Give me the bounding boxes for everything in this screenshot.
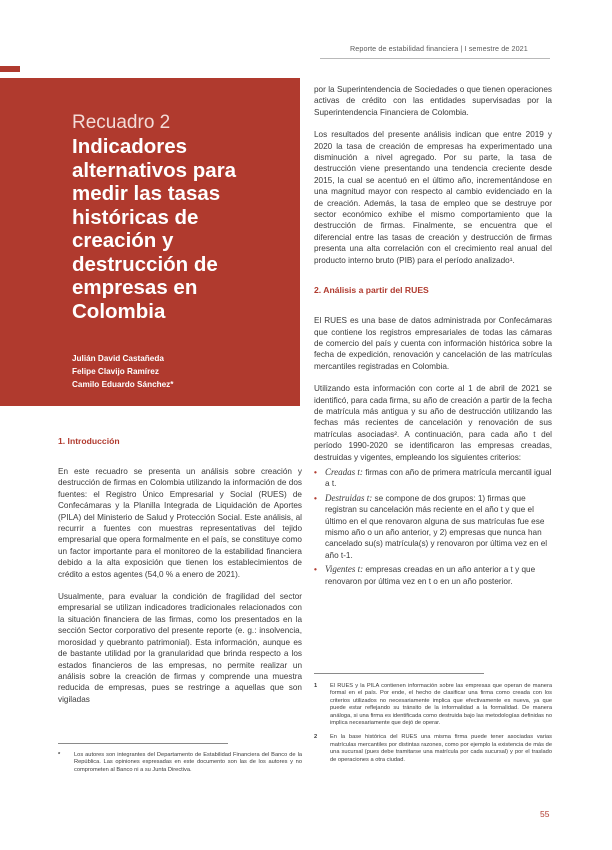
footnote-text: En la base histórica del RUES una misma firma puede tener asociadas varias matrículas mercantiles por distintas razones, como por ejemplo la existencia de más de una sucursal (pues debe tramitarse una matrícula por cada sucursal) y por el traslado de operaciones a otra ciudad. bbox=[330, 734, 552, 763]
footnotes-left bbox=[58, 752, 302, 781]
author-list bbox=[72, 352, 276, 391]
rues-paragraph-2: Utilizando esta información con corte al 1 de abril de 2021 se identificó, para cada firma, su año de creación a partir de la fecha de matrícula más antigua y su año de destrucción utilizando las fechas más recientes de cancelación y renovación de sus matrículas asociadas². A continuación, para cada año t del período 1990-2020 se identificaron las empresas creadas, destruidas y vigentes, empleando los siguientes criterios: bbox=[314, 384, 552, 462]
footnote bbox=[314, 683, 552, 727]
footnote-mark: 2 bbox=[314, 734, 318, 741]
criteria-list bbox=[314, 467, 552, 587]
section-heading-introduction: 1. Introducción bbox=[58, 436, 120, 446]
footnote-text: El RUES y la PILA contienen información sobre las empresas que operan de manera formal en el país. Por ende, el hecho de clasificar una firma como creada con los criterios utilizados no necesariamente implica que efectivamente es nueva, ya que puede estar reflejando su tránsito de la informalidad a la formalidad. De manera análoga, si una firma es identificada como destruida bajo las metodologías definidas no implica necesariamente que dejó de operar. bbox=[330, 683, 552, 727]
intro-paragraph-1: En este recuadro se presenta un análisis sobre creación y destrucción de firmas en Colombia utilizando la información de dos fuentes: el Registro Único Empresarial y Social (RUES) de Confecámaras y la Planilla Integrada de Liquidación de Aportes (PILA) del Ministerio de Salud y Protección Social. Este análisis, al recurrir a fuentes con muestras representativas del tejido empresarial que opera formalmente en el país, se constituye como un factor importante para el monitoreo de la estabilidad financiera debido a la alta exposición que tienen los establecimientos de crédito a estos agentes (54,0 % a enero de 2021). bbox=[58, 467, 302, 579]
intro-paragraph-3: Los resultados del presente análisis indican que entre 2019 y 2020 la tasa de creación de empresas ha experimentado una disminución a nivel agregado. Por su parte, la tasa de destrucción viene presentando una tendencia creciente desde 2015, la cual se acentuó en el último año, incrementándose en una magnitud mayor con respecto al cambio evidenciado en la de creación. Además, la tasa de empleo que se destruye por sector económico exhibe el mismo comportamiento que la destrucción de firmas. Finalmente, se encuentra que el diferencial entre las tasas de creación y destrucción de firmas presenta una alta correlación con el crecimiento real anual del producto interno bruto (PIB) para el período analizado¹. bbox=[314, 130, 552, 265]
bullet-icon: • bbox=[314, 467, 317, 477]
bullet-icon: • bbox=[314, 493, 317, 503]
footnote-rule bbox=[314, 673, 484, 674]
author: Felipe Clavijo Ramírez bbox=[72, 367, 159, 376]
footnote-rule bbox=[58, 743, 228, 744]
criteria-term: Creadas t: bbox=[325, 466, 363, 477]
author: Camilo Eduardo Sánchez* bbox=[72, 380, 174, 389]
author: Julián David Castañeda bbox=[72, 354, 164, 363]
page-number: 55 bbox=[540, 809, 550, 819]
rues-paragraph-1: El RUES es una base de datos administrada por Confecámaras que contiene los registros empresariales de todas las cámaras de comercio del país y cuenta con información histórica sobre la fecha de expedición, renovación y cancelación de las matrículas mercantiles registradas en Colombia. bbox=[314, 316, 552, 371]
footnote bbox=[58, 752, 302, 774]
section-heading-rues: 2. Análisis a partir del RUES bbox=[314, 285, 429, 296]
footnote-text: Los autores son integrantes del Departamento de Estabilidad Financiera del Banco de la República. Las opiniones expresadas en este documento son las de los autores y no comprometen al Banco ni a su Junta Directiva. bbox=[74, 752, 302, 773]
title-box bbox=[0, 78, 300, 406]
right-column bbox=[314, 84, 552, 590]
bullet-icon: • bbox=[314, 565, 317, 575]
intro-paragraph-2-continued: por la Superintendencia de Sociedades o que tienen operaciones activas de crédito con las entidades supervisadas por la Superintendencia Financiera de Colombia. bbox=[314, 85, 552, 117]
intro-paragraph-2: Usualmente, para evaluar la condición de fragilidad del sector empresarial se utilizan indicadores tradicionales relacionados con la situación financiera de las firmas, como los presentados en la sección Sector corporativo del presente reporte (e. g.: insolvencia, morosidad y quebranto patrimonial). Esta información, aunque es de bastante utilidad por la granularidad que brinda respecto a los estados financieros de las empresas, no permite realizar un análisis sobre la creación de firmas y comprende una muestra reducida de empresas, pues se restringe a aquellas que son vigiladas bbox=[58, 592, 302, 704]
box-title: Indicadores alternativos para medir las tasas históricas de creación y destrucción de empresas en Colombia bbox=[72, 135, 237, 323]
criteria-term: Vigentes t: bbox=[325, 564, 364, 575]
criteria-item bbox=[314, 493, 552, 561]
box-kicker: Recuadro 2 bbox=[72, 112, 171, 133]
header-rule bbox=[320, 58, 550, 59]
footnotes-right bbox=[314, 683, 552, 771]
criteria-item bbox=[314, 564, 552, 587]
criteria-text: empresas creadas en un año anterior a t y que renovaron por última vez en t o en un año posterior. bbox=[325, 565, 536, 586]
running-header: Reporte de estabilidad financiera | I semestre de 2021 bbox=[350, 44, 528, 53]
criteria-text: se compone de dos grupos: 1) firmas que registran su cancelación más reciente en el año t y que el último en el que renovaron alguna de sus matrículas fue ese mismo año o un año anterior, y 2) empresas que nunca han cancelado su(s) matrícula(s) y renovaron por última vez en el año t-1. bbox=[325, 493, 548, 560]
criteria-item bbox=[314, 467, 552, 490]
footnote bbox=[314, 734, 552, 764]
accent-bar bbox=[0, 66, 20, 72]
criteria-text: firmas con año de primera matrícula mercantil igual a t. bbox=[325, 467, 552, 489]
left-column bbox=[58, 436, 302, 705]
footnote-mark: * bbox=[58, 752, 61, 758]
criteria-term: Destruidas t: bbox=[325, 492, 373, 503]
footnote-mark: 1 bbox=[314, 683, 318, 689]
